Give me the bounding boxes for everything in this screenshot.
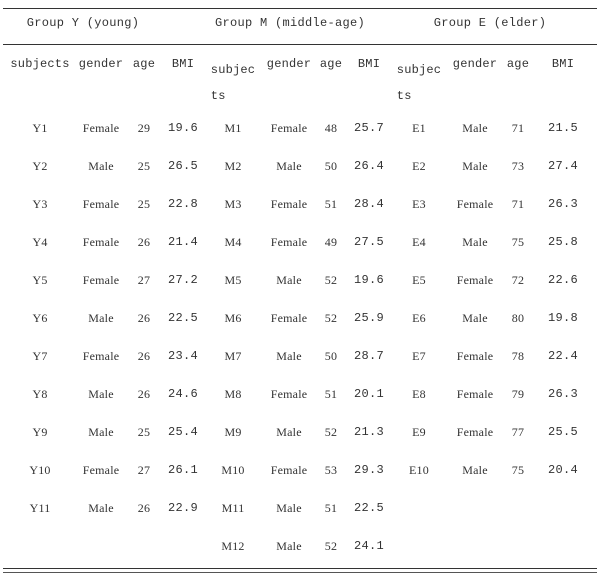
age-cell: 25 [137,159,151,173]
bmi-cell: 19.6 [353,273,385,287]
subject-cell: Y4 [32,235,48,249]
gender-cell: Male [88,387,114,401]
subject-cell: Y6 [32,311,48,325]
subject-cell: Y2 [32,159,48,173]
age-cell: 71 [511,121,525,135]
gender-cell: Female [456,273,494,287]
column-header: subjec ts [396,63,442,103]
bmi-cell: 23.4 [167,349,199,363]
bmi-cell: 28.4 [353,197,385,211]
bmi-cell: 20.1 [353,387,385,401]
gender-cell: Male [462,235,488,249]
age-cell: 51 [324,387,338,401]
gender-cell: Female [456,349,494,363]
bmi-cell: 22.4 [547,349,579,363]
gender-cell: Male [462,121,488,135]
bmi-cell: 21.4 [167,235,199,249]
age-cell: 52 [324,539,338,553]
age-cell: 49 [324,235,338,249]
subject-cell: E9 [412,425,426,439]
bmi-cell: 24.1 [353,539,385,553]
age-cell: 71 [511,197,525,211]
bmi-cell: 25.4 [167,425,199,439]
bmi-cell: 25.7 [353,121,385,135]
subject-cell: E3 [412,197,426,211]
subject-cell: Y7 [32,349,48,363]
age-cell: 52 [324,425,338,439]
gender-cell: Female [82,235,120,249]
bmi-cell: 20.4 [547,463,579,477]
bmi-cell: 21.3 [353,425,385,439]
bmi-cell: 24.6 [167,387,199,401]
subject-cell: M5 [224,273,242,287]
subject-cell: Y11 [29,501,51,515]
gender-cell: Male [88,425,114,439]
age-cell: 26 [137,235,151,249]
subject-cell: M12 [221,539,245,553]
column-header: age [319,57,343,71]
subject-cell: Y8 [32,387,48,401]
age-cell: 52 [324,311,338,325]
age-cell: 25 [137,425,151,439]
bmi-cell: 22.5 [353,501,385,515]
age-cell: 73 [511,159,525,173]
gender-cell: Male [276,425,302,439]
subject-cell: Y9 [32,425,48,439]
gender-cell: Male [462,159,488,173]
bmi-cell: 26.1 [167,463,199,477]
column-header: gender [452,57,498,71]
subject-cell: E10 [409,463,429,477]
age-cell: 26 [137,311,151,325]
bmi-cell: 25.8 [547,235,579,249]
group-title: Group E (elder) [433,16,547,30]
column-header: gender [78,57,124,71]
subject-cell: M4 [224,235,242,249]
age-cell: 51 [324,501,338,515]
group-header-rule [3,44,597,45]
subject-cell: M8 [224,387,242,401]
subject-cell: E4 [412,235,426,249]
subject-cell: M10 [221,463,245,477]
gender-cell: Female [82,273,120,287]
bmi-cell: 19.6 [167,121,199,135]
gender-cell: Female [82,349,120,363]
subject-cell: Y1 [32,121,48,135]
age-cell: 25 [137,197,151,211]
bmi-cell: 22.6 [547,273,579,287]
gender-cell: Male [276,349,302,363]
age-cell: 26 [137,387,151,401]
age-cell: 78 [511,349,525,363]
subject-cell: E5 [412,273,426,287]
subject-cell: Y5 [32,273,48,287]
subject-cell: M2 [224,159,242,173]
subject-cell: E7 [412,349,426,363]
age-cell: 80 [511,311,525,325]
subject-cell: E8 [412,387,426,401]
age-cell: 48 [324,121,338,135]
subject-cell: Y10 [29,463,51,477]
subject-cell: M7 [224,349,242,363]
bmi-cell: 25.9 [353,311,385,325]
subject-cell: M1 [224,121,242,135]
gender-cell: Female [270,121,308,135]
bmi-cell: 28.7 [353,349,385,363]
gender-cell: Female [270,235,308,249]
age-cell: 27 [137,463,151,477]
subject-cell: E1 [412,121,426,135]
bmi-cell: 26.3 [547,197,579,211]
gender-cell: Female [456,425,494,439]
bmi-cell: 26.3 [547,387,579,401]
subject-cell: M3 [224,197,242,211]
age-cell: 50 [324,349,338,363]
group-title: Group Y (young) [26,16,140,30]
gender-cell: Female [270,197,308,211]
bmi-cell: 26.4 [353,159,385,173]
bmi-cell: 25.5 [547,425,579,439]
age-cell: 53 [324,463,338,477]
bmi-cell: 27.2 [167,273,199,287]
gender-cell: Female [82,121,120,135]
gender-cell: Female [270,311,308,325]
age-cell: 79 [511,387,525,401]
column-header: subjec ts [210,63,256,103]
age-cell: 75 [511,463,525,477]
bmi-cell: 27.4 [547,159,579,173]
subject-cell: Y3 [32,197,48,211]
table-bottom-rule-secondary [3,572,597,573]
subject-cell: E6 [412,311,426,325]
gender-cell: Male [462,311,488,325]
age-cell: 75 [511,235,525,249]
bmi-cell: 27.5 [353,235,385,249]
gender-cell: Male [88,501,114,515]
bmi-cell: 19.8 [547,311,579,325]
age-cell: 51 [324,197,338,211]
table-top-rule [3,8,597,9]
subject-cell: M11 [221,501,245,515]
column-header: BMI [357,57,381,71]
gender-cell: Female [82,197,120,211]
gender-cell: Male [462,463,488,477]
bmi-cell: 22.8 [167,197,199,211]
gender-cell: Female [270,463,308,477]
age-cell: 52 [324,273,338,287]
age-cell: 72 [511,273,525,287]
gender-cell: Male [88,311,114,325]
gender-cell: Female [456,197,494,211]
gender-cell: Male [88,159,114,173]
gender-cell: Female [270,387,308,401]
bmi-cell: 29.3 [353,463,385,477]
age-cell: 50 [324,159,338,173]
subject-cell: M6 [224,311,242,325]
bmi-cell: 22.5 [167,311,199,325]
gender-cell: Male [276,159,302,173]
age-cell: 27 [137,273,151,287]
column-header: BMI [551,57,575,71]
column-header: age [132,57,156,71]
gender-cell: Male [276,539,302,553]
age-cell: 26 [137,501,151,515]
bmi-cell: 22.9 [167,501,199,515]
bmi-cell: 21.5 [547,121,579,135]
gender-cell: Female [82,463,120,477]
column-header: BMI [171,57,195,71]
gender-cell: Male [276,273,302,287]
group-title: Group M (middle-age) [214,16,366,30]
gender-cell: Female [456,387,494,401]
column-header: subjects [10,57,70,71]
table-bottom-rule [3,568,597,569]
subject-cell: M9 [224,425,242,439]
age-cell: 77 [511,425,525,439]
gender-cell: Male [276,501,302,515]
column-header: gender [266,57,312,71]
age-cell: 26 [137,349,151,363]
subject-cell: E2 [412,159,426,173]
column-header: age [506,57,530,71]
bmi-cell: 26.5 [167,159,199,173]
age-cell: 29 [137,121,151,135]
